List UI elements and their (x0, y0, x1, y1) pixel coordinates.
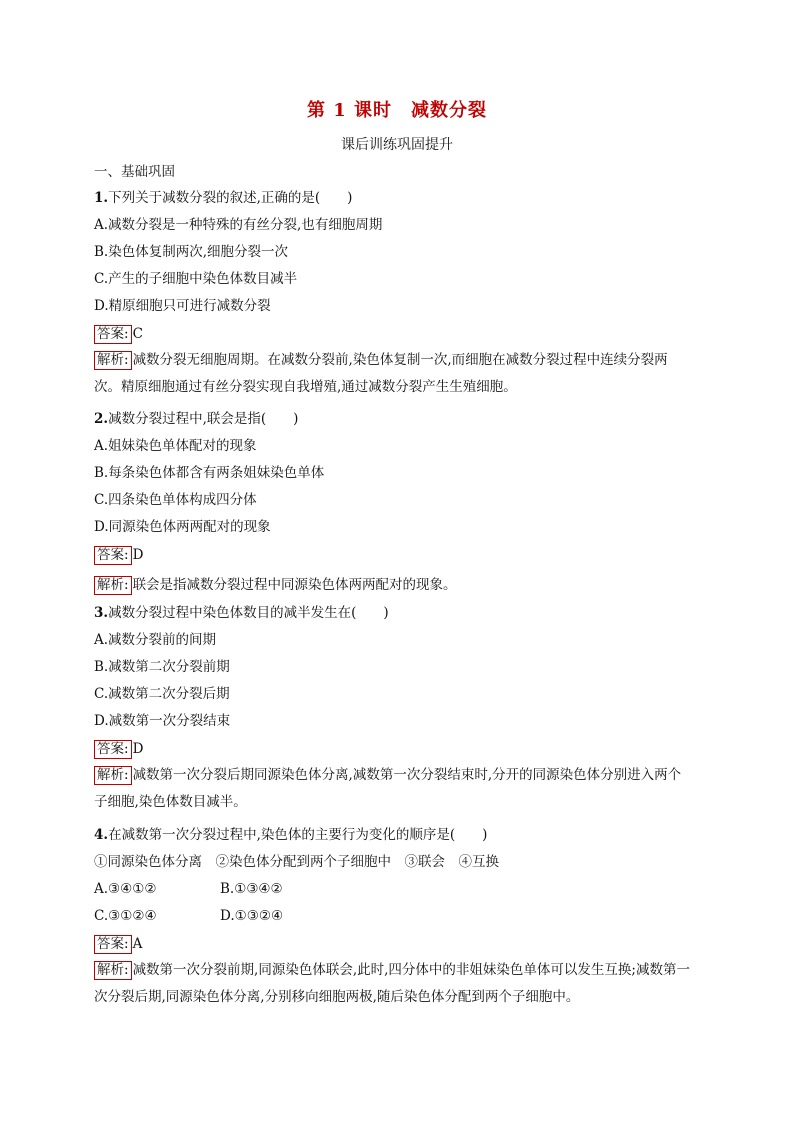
question-text: 减数分裂过程中,联会是指( ) (108, 411, 299, 427)
question-2-analysis (94, 576, 457, 595)
question-text: 在减数第一次分裂过程中,染色体的主要行为变化的顺序是( ) (108, 827, 488, 843)
question-number: 3. (94, 605, 109, 621)
question-3-option-d: D.减数第一次分裂结束 (94, 713, 231, 729)
analysis-text: 联会是指减数分裂过程中同源染色体两两配对的现象。 (132, 577, 457, 593)
question-1-option-b: B.染色体复制两次,细胞分裂一次 (94, 244, 289, 260)
question-text: 下列关于减数分裂的叙述,正确的是( ) (108, 190, 353, 206)
question-1-analysis (94, 347, 694, 401)
lesson-title: 第 1 课时 减数分裂 (306, 100, 488, 121)
question-4-option-a: A.③④①② (94, 881, 157, 897)
question-2-stem (94, 410, 298, 428)
question-number: 1. (94, 190, 109, 206)
analysis-label: 解析: (94, 576, 132, 595)
question-3-stem (94, 604, 389, 622)
question-4-options-row-1 (94, 880, 283, 898)
analysis-text: 减数第一次分裂后期同源染色体分离,减数第一次分裂结束时,分开的同源染色体分别进入两个子细胞,染色体数目减半。 (94, 767, 682, 810)
question-2-option-a: A.姐妹染色单体配对的现象 (94, 438, 257, 454)
question-4-items: ①同源染色体分离 ②染色体分配到两个子细胞中 ③联会 ④互换 (94, 854, 499, 870)
question-3-option-a: A.减数分裂前的间期 (94, 632, 217, 648)
question-4-options-row-2 (94, 907, 283, 925)
analysis-label: 解析: (94, 766, 132, 785)
question-3-analysis (94, 762, 694, 816)
answer-value: D (132, 741, 144, 757)
question-1-answer (94, 325, 143, 344)
section-heading: 一、基础巩固 (94, 164, 175, 180)
question-4-option-c: C.③①②④ (94, 908, 157, 924)
question-3-answer (94, 740, 143, 759)
question-4-analysis (94, 957, 694, 1011)
question-3-option-b: B.减数第二次分裂前期 (94, 659, 230, 675)
question-3-option-c: C.减数第二次分裂后期 (94, 686, 230, 702)
question-4-stem (94, 826, 487, 844)
question-number: 2. (94, 411, 109, 427)
question-2-answer (94, 546, 143, 565)
question-2-option-d: D.同源染色体两两配对的现象 (94, 519, 271, 535)
answer-value: D (132, 547, 144, 563)
question-1-option-a: A.减数分裂是一种特殊的有丝分裂,也有细胞周期 (94, 217, 383, 233)
question-4-option-b: B.①③④② (220, 881, 283, 897)
analysis-label: 解析: (94, 351, 132, 370)
analysis-text: 减数分裂无细胞周期。在减数分裂前,染色体复制一次,而细胞在减数分裂过程中连续分裂两次。精原细胞通过有丝分裂实现自我增殖,通过减数分裂产生生殖细胞。 (94, 352, 668, 395)
question-number: 4. (94, 827, 109, 843)
analysis-label: 解析: (94, 961, 132, 980)
question-1-option-d: D.精原细胞只可进行减数分裂 (94, 298, 271, 314)
answer-label: 答案: (94, 935, 132, 954)
answer-value: A (132, 936, 143, 952)
question-4-option-d: D.①③②④ (220, 908, 284, 924)
analysis-text: 减数第一次分裂前期,同源染色体联会,此时,四分体中的非姐妹染色单体可以发生互换;减数第一次分裂后期,同源染色体分离,分别移向细胞两极,随后染色体分配到两个子细胞中。 (94, 962, 690, 1005)
answer-label: 答案: (94, 325, 132, 344)
question-2-option-c: C.四条染色单体构成四分体 (94, 492, 257, 508)
question-1-stem (94, 189, 352, 207)
answer-value: C (132, 326, 143, 342)
question-2-option-b: B.每条染色体都含有两条姐妹染色单体 (94, 465, 325, 481)
answer-label: 答案: (94, 740, 132, 759)
answer-label: 答案: (94, 546, 132, 565)
question-4-answer (94, 935, 142, 954)
question-text: 减数分裂过程中染色体数目的减半发生在( ) (108, 605, 389, 621)
lesson-subtitle: 课后训练巩固提升 (341, 137, 453, 153)
question-1-option-c: C.产生的子细胞中染色体数目减半 (94, 271, 298, 287)
